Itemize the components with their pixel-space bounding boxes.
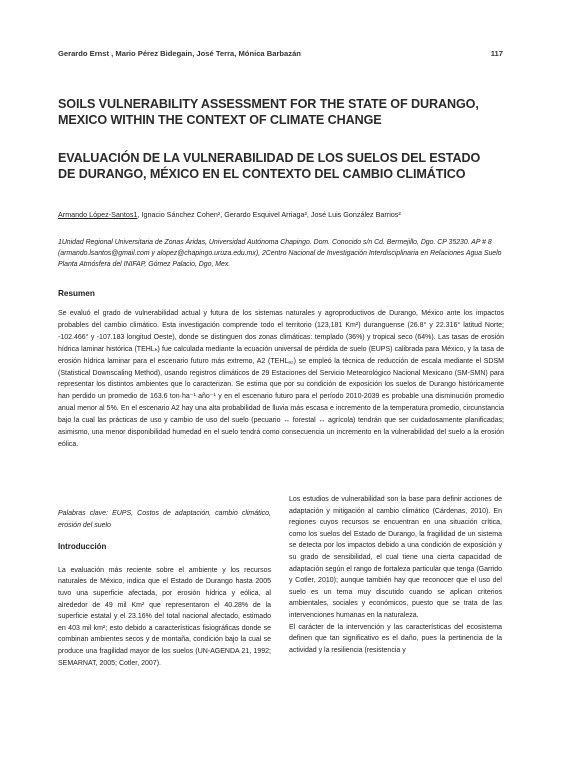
intro-heading: Introducción <box>58 541 107 551</box>
title-spanish: EVALUACIÓN DE LA VULNERABILIDAD DE LOS SUELOS DEL ESTADO DE DURANGO, MÉXICO EN EL CONTEXTO DEL CAMBIO CLIMÁTICO <box>58 151 481 181</box>
keywords-text: EUPS, Costos de adaptación, cambio climático, erosión del suelo <box>58 510 271 529</box>
intro-paragraph: La evaluación más reciente sobre el ambiente y los recursos naturales de México, indica que el Estado de Durango hasta 2005 tuvo una superficie afectada, por erosión hídrica y eólica, al alrededor de 49 mil Km² que representaron el 40.28% de la superficie estatal y el 23.16% del total nacional afectado, estimado en 403 mil km²; esto debido a características fisiográficas donde se combinan ambientes secos y de montaña, condición bajo la cual se produce una fragilidad mayor de los suelos (UN-AGENDA 21, 1992; SEMARNAT, 2005; Cotler, 2007). <box>58 566 271 667</box>
abstract-heading: Resumen <box>58 289 95 298</box>
abstract-text: Se evaluó el grado de vulnerabilidad actual y futura de los sistemas naturales y agroproductivos de Durango, México ante los impactos probables del cambio climático. Esta investigación comprende todo el territorio (123,181 Km²) duranguense (26.8° y 22.316° latitud Norte; -102.466° y -107.183 longitud Oeste), donde se distinguen dos zonas climáticas: templado (36%) y tropical seco (64%). Las tasas de erosión hídrica laminar histórica (TEHLₕ) fue calculada mediante la ecuación universal de pérdida de suelo (EUPS) calibrada para México, y la tasa de erosión hídrica laminar para el escenario futuro más extremo, A2 (TEHLₐ₂) se empleó la técnica de reducción de escala mediante el SDSM (Statistical Downscaling Method), usando registros climáticos de 29 Estaciones del Servicio Meteorológico Nacional Mexicano (SM-SMN) para representar los distintos ambientes que lo caracterizan. Se estima que por su condición de exposición los suelos de Durango históricamente han perdido un promedio de 163.6 ton·ha⁻¹·año⁻¹ y en el escenario futuro para el período 2010-2039 es probable una disminución promedio anual menor al 5%. En el escenario A2 hay una alta probabilidad de lluvia más escasa e incremento de la temperatura promedio, circunstancia bajo la cual las prácticas de uso y cambio de uso del suelo (pecuario ↔ forestal ↔ agrícola) tendrán que ser cuidadosamente planificadas; asimismo, una menor disponibilidad humedad en el suelo tendrá como consecuencia un incremento en la vulnerabilidad del suelo a la erosión eólica. <box>58 310 504 448</box>
running-head <box>58 49 503 58</box>
left-column <box>58 508 271 669</box>
first-author: Armando López-Santos1 <box>58 210 138 219</box>
title-english: SOILS VULNERABILITY ASSESSMENT FOR THE STATE OF DURANGO, MEXICO WITHIN THE CONTEXT OF CLIMATE CHANGE <box>58 97 479 127</box>
right-column <box>289 494 502 656</box>
page-number: 117 <box>490 49 503 58</box>
other-authors: , Ignacio Sánchez Cohen², Gerardo Esquivel Arriaga², José Luis González Barrios² <box>137 210 401 219</box>
right-column-paragraph-2: El carácter de la intervención y las características del ecosistema definen que tan significativo es el daño, pues la pertinencia de la actividad y la resiliencia (resistencia y <box>289 623 502 654</box>
right-column-paragraph-1: Los estudios de vulnerabilidad son la base para definir acciones de adaptación y mitigación al cambio climático (Cárdenas, 2010). En regiones cuyos recursos se encuentran en una situación crítica, como los suelos del Estado de Durango, la fragilidad de un sistema se detecta por los impactos debido a una condición de exposición y su grado de sensibilidad, el cual tiene una cierta capacidad de adaptación según el rango de fortaleza particular que tenga (Garrido y Cotler, 2010); aunque también hay que reconocer que el uso del suelo es un tema muy discutido cuando se aplican criterios ambientales, sociales y económicos, puesto que se trata de las intervenciones humanas en la naturaleza. <box>289 496 502 619</box>
running-head-authors: Gerardo Ernst , Mario Pérez Bidegain, José Terra, Mónica Barbazán <box>58 49 301 58</box>
author-list <box>58 210 508 219</box>
keywords-label: Palabras clave: <box>58 510 108 517</box>
affiliations: 1Unidad Regional Universitaria de Zonas Áridas, Universidad Autónoma Chapingo. Dom. Conocido s/n Cd. Bermejillo, Dgo. CP 35230. AP # 8 (armando.lsantos@gmail.com y alopez@chapingo.uruza.edu.mx), 2Centro Nacional de Investigación Interdisciplinaria en Relaciones Agua Suelo Planta Atmósfera del INIFAP, Gómez Palacio, Dgo, Mex. <box>58 239 502 269</box>
keywords <box>58 508 271 532</box>
